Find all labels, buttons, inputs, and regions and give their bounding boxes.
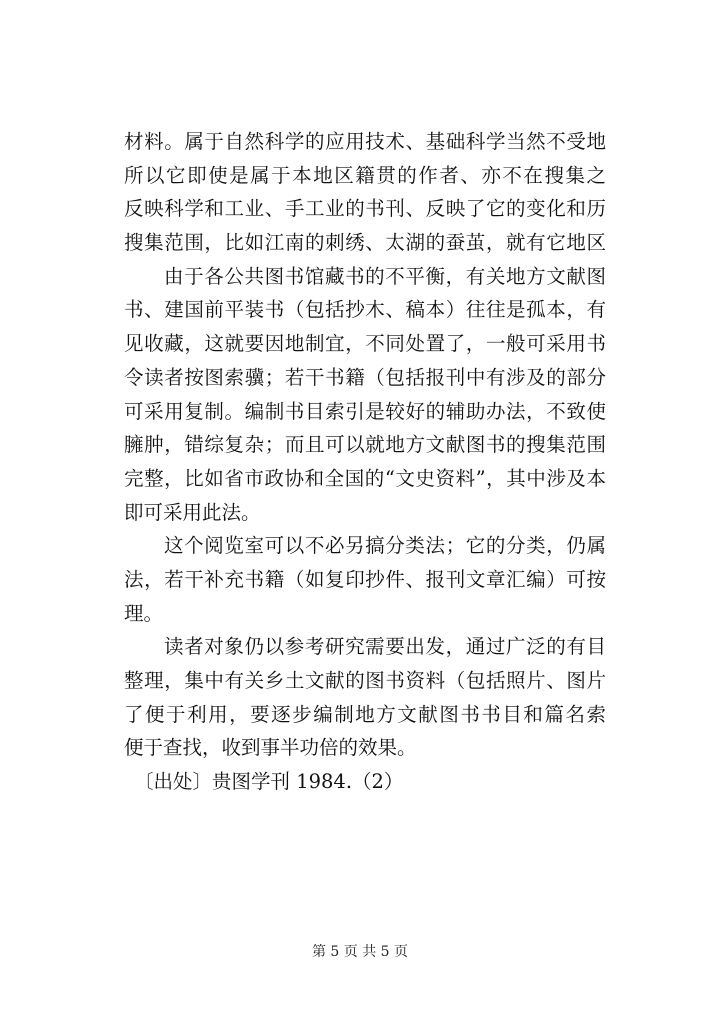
paragraph-2 [124, 260, 606, 530]
text-line: 这个阅览室可以不必另搞分类法；它的分类，仍属 [164, 534, 606, 558]
text-line: 理。 [124, 601, 164, 625]
text-line: 完整，比如省市政协和全国的“文史资料”，其中涉及本 [124, 466, 606, 490]
source-citation: 〔出处〕贵图学刊 1984.（2） [134, 770, 404, 794]
text-line: 见收藏，这就要因地制宜，不同处置了，一般可采用书 [124, 332, 606, 356]
paragraph-4 [124, 630, 606, 765]
paragraph-3 [124, 529, 606, 630]
text-line: 读者对象仍以参考研究需要出发，通过广泛的有目 [164, 635, 606, 659]
text-line: 整理，集中有关乡土文献的图书资料（包括照片、图片 [124, 669, 606, 692]
document-body [124, 125, 606, 799]
paragraph-1 [124, 125, 606, 260]
text-line: 便于查找，收到事半功倍的效果。 [124, 736, 417, 760]
text-line: 法，若干补充书籍（如复印抄件、报刊文章汇编）可按 [124, 567, 606, 591]
text-line: 即可采用此法。 [124, 500, 261, 524]
text-line: 臃肿，错综复杂；而且可以就地方文献图书的搜集范围 [124, 433, 606, 457]
text-line: 了便于利用，要逐步编制地方文献图书书目和篇名索 [124, 702, 606, 726]
text-line: 可采用复制。编制书目索引是较好的辅助办法，不致使 [124, 399, 606, 423]
page-number: 第 5 页 共 5 页 [311, 944, 409, 960]
text-line: 反映科学和工业、手工业的书刊、反映了它的变化和历 [124, 197, 606, 221]
text-line: 材料。属于自然科学的应用技术、基础科学当然不受地 [124, 130, 606, 153]
text-line: 令读者按图索骥；若干书籍（包括报刊中有涉及的部分 [124, 365, 606, 389]
text-line: 搜集范围，比如江南的刺绣、太湖的蚕茧，就有它地区 [124, 231, 606, 255]
text-line: 由于各公共图书馆藏书的不平衡，有关地方文献图 [164, 264, 606, 288]
text-line: 书、建国前平装书（包括抄木、稿本）往往是孤本，有 [124, 298, 606, 322]
text-line: 所以它即使是属于本地区籍贯的作者、亦不在搜集之 [124, 163, 606, 187]
